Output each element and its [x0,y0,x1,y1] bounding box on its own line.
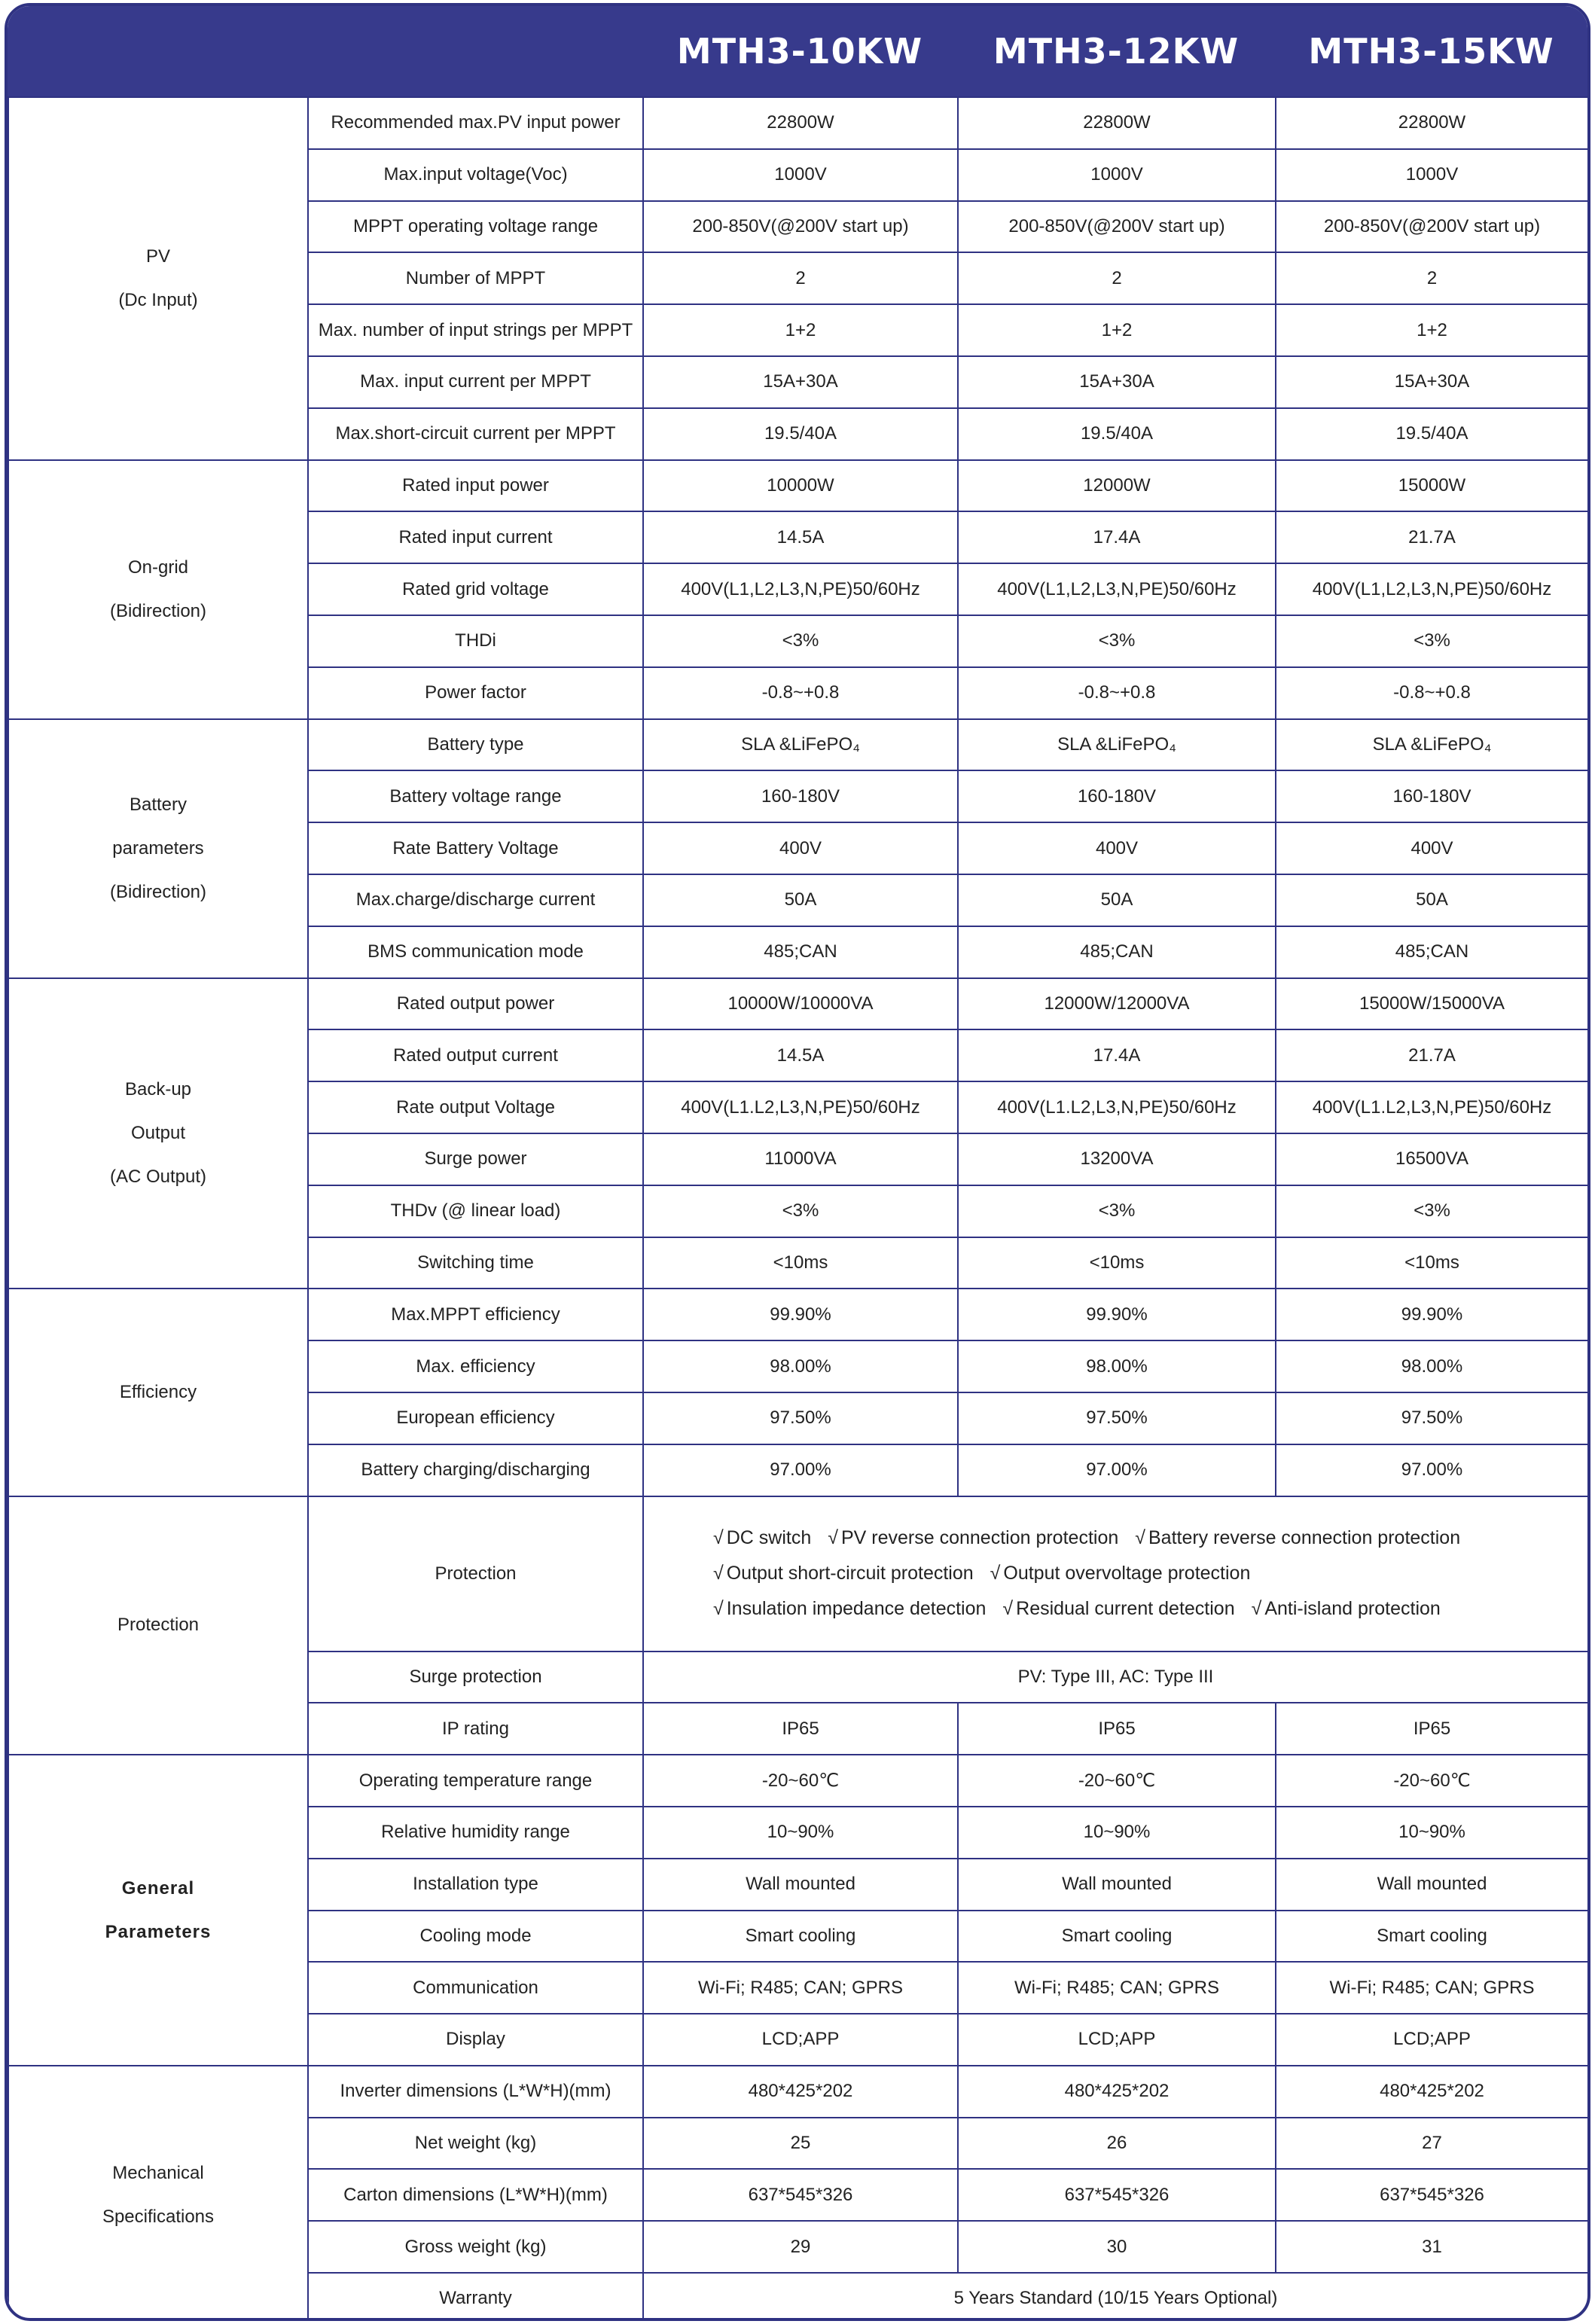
param-value: <10ms [958,1237,1276,1289]
param-label: Number of MPPT [308,252,643,304]
param-value: 400V [643,822,958,874]
param-label: Rated input current [308,511,643,563]
table-row [8,97,1588,149]
param-value: 16500VA [1276,1133,1588,1185]
param-value: -0.8~+0.8 [958,667,1276,719]
param-label: Power factor [308,667,643,719]
param-label: IP rating [308,1703,643,1755]
protection-item [713,1527,811,1548]
protection-item-text: Output short-circuit protection [726,1563,974,1584]
table-row [8,719,1588,771]
param-value: 485;CAN [1276,926,1588,978]
param-value: 98.00% [643,1340,958,1392]
section-title-line: (Bidirection) [109,881,207,902]
param-value: 485;CAN [958,926,1276,978]
param-value: 5 Years Standard (10/15 Years Optional) [643,2273,1588,2321]
param-label: Rated input power [308,460,643,512]
param-value: 14.5A [643,511,958,563]
param-value: <10ms [1276,1237,1588,1289]
param-value: 27 [1276,2118,1588,2170]
table-header [8,6,1587,96]
param-value: -20~60℃ [1276,1755,1588,1807]
protection-item-text: Insulation impedance detection [726,1598,987,1620]
param-value: 29 [643,2221,958,2273]
section-title-line: Specifications [102,2206,215,2227]
param-value: 97.00% [958,1444,1276,1496]
param-value: 15000W [1276,460,1588,512]
param-value: 22800W [643,97,958,149]
param-label: Inverter dimensions (L*W*H)(mm) [308,2066,643,2118]
table-row [8,1289,1588,1340]
param-value: 15A+30A [1276,356,1588,408]
section-title-line: Efficiency [119,1381,197,1402]
param-value: -20~60℃ [643,1755,958,1807]
protection-item [828,1527,1118,1548]
param-value: 17.4A [958,1029,1276,1081]
param-value: SLA &LiFePO₄ [1276,719,1588,771]
param-label: MPPT operating voltage range [308,201,643,253]
param-value: 22800W [1276,97,1588,149]
param-value: LCD;APP [1276,2014,1588,2066]
param-label: BMS communication mode [308,926,643,978]
param-value: <3% [1276,1185,1588,1237]
param-value: 400V(L1.L2,L3,N,PE)50/60Hz [958,1081,1276,1133]
param-label: Operating temperature range [308,1755,643,1807]
param-label: Warranty [308,2273,643,2321]
param-label: Switching time [308,1237,643,1289]
param-value: 98.00% [1276,1340,1588,1392]
param-value: 97.50% [643,1392,958,1444]
param-value: 400V(L1.L2,L3,N,PE)50/60Hz [1276,1081,1588,1133]
section-title-line: (Bidirection) [109,600,207,621]
protection-item-text: PV reverse connection protection [840,1527,1119,1549]
param-value: 98.00% [958,1340,1276,1392]
param-label: Rated output current [308,1029,643,1081]
table-row [8,1755,1588,1807]
param-value: <3% [643,615,958,667]
protection-item-text: Output overvoltage protection [1003,1563,1251,1584]
param-value: 400V(L1,L2,L3,N,PE)50/60Hz [958,563,1276,615]
param-value: 30 [958,2221,1276,2273]
table-row [8,978,1588,1030]
section-title-line: General [121,1877,195,1899]
param-value: 50A [958,874,1276,926]
param-value: 19.5/40A [958,408,1276,460]
param-value: LCD;APP [958,2014,1276,2066]
param-value: SLA &LiFePO₄ [643,719,958,771]
param-label: Rate Battery Voltage [308,822,643,874]
param-value: 97.00% [1276,1444,1588,1496]
param-value: 480*425*202 [958,2066,1276,2118]
param-label: Cooling mode [308,1911,643,1963]
param-value: LCD;APP [643,2014,958,2066]
param-label: THDi [308,615,643,667]
protection-line [713,1591,1587,1627]
param-value: 1000V [958,149,1276,201]
section-title-line: Output [130,1122,186,1143]
param-label: Relative humidity range [308,1807,643,1859]
param-label: Max. number of input strings per MPPT [308,304,643,356]
param-value: 200-850V(@200V start up) [1276,201,1588,253]
section-title-mechanical [8,2066,308,2321]
param-value: Wall mounted [958,1859,1276,1911]
protection-line [713,1520,1587,1556]
param-value: 17.4A [958,511,1276,563]
param-value: 12000W [958,460,1276,512]
param-label: Protection [308,1496,643,1652]
param-value: 637*545*326 [958,2169,1276,2221]
param-value: <3% [643,1185,958,1237]
param-label: Carton dimensions (L*W*H)(mm) [308,2169,643,2221]
param-label: Max. input current per MPPT [308,356,643,408]
param-value: IP65 [1276,1703,1588,1755]
param-value: 19.5/40A [643,408,958,460]
param-value: <3% [958,1185,1276,1237]
param-label: Rated grid voltage [308,563,643,615]
protection-item-text: Anti-island protection [1264,1598,1441,1620]
param-value: 400V [958,822,1276,874]
param-label: Gross weight (kg) [308,2221,643,2273]
param-label: Communication [308,1962,643,2014]
spec-sheet [5,3,1590,2321]
param-value: IP65 [643,1703,958,1755]
param-value: 99.90% [643,1289,958,1340]
param-value: 1+2 [958,304,1276,356]
param-value: 31 [1276,2221,1588,2273]
protection-line [713,1556,1587,1591]
check-icon: √ [1002,1598,1014,1620]
param-label: Surge power [308,1133,643,1185]
model-header-15kw: MTH3-15KW [1308,31,1554,72]
protection-item [1252,1598,1441,1619]
param-value: 637*545*326 [1276,2169,1588,2221]
param-value: 97.50% [958,1392,1276,1444]
param-value: 480*425*202 [643,2066,958,2118]
param-value: 637*545*326 [643,2169,958,2221]
param-value: Wi-Fi; R485; CAN; GPRS [643,1962,958,2014]
section-title-line: Parameters [105,1921,212,1942]
param-value: 26 [958,2118,1276,2170]
param-value: 50A [1276,874,1588,926]
section-title-line: PV [145,246,170,267]
section-title-line: (AC Output) [109,1166,207,1187]
param-value: 1000V [1276,149,1588,201]
param-value: 10000W/10000VA [643,978,958,1030]
section-title-general [8,1755,308,2066]
protection-item [713,1563,974,1584]
protection-features [643,1496,1588,1652]
param-label: Rated output power [308,978,643,1030]
param-value: Wi-Fi; R485; CAN; GPRS [1276,1962,1588,2014]
param-label: Display [308,2014,643,2066]
param-value: <10ms [643,1237,958,1289]
param-value: 15000W/15000VA [1276,978,1588,1030]
check-icon: √ [990,1563,1001,1584]
param-label: European efficiency [308,1392,643,1444]
param-label: Max.MPPT efficiency [308,1289,643,1340]
param-value: 14.5A [643,1029,958,1081]
section-title-line: parameters [112,837,204,859]
section-title-line: Mechanical [112,2162,204,2183]
protection-item-text: Residual current detection [1016,1598,1235,1620]
param-label: Max. efficiency [308,1340,643,1392]
section-title-line: Battery [129,794,188,815]
param-label: Rate output Voltage [308,1081,643,1133]
param-value: 11000VA [643,1133,958,1185]
param-value: -0.8~+0.8 [643,667,958,719]
section-title-line: (Dc Input) [118,289,198,310]
param-value: 400V [1276,822,1588,874]
section-title-line: Protection [117,1615,200,1636]
param-value: 15A+30A [958,356,1276,408]
param-value: <3% [958,615,1276,667]
param-value: 485;CAN [643,926,958,978]
model-header-12kw: MTH3-12KW [993,31,1240,72]
param-value: 97.00% [643,1444,958,1496]
protection-item [713,1598,986,1619]
param-value: 10000W [643,460,958,512]
param-value: 160-180V [643,770,958,822]
table-row [8,1496,1588,1652]
param-value: 1+2 [1276,304,1588,356]
section-title-efficiency [8,1289,308,1496]
section-title-protection [8,1496,308,1755]
param-label: Recommended max.PV input power [308,97,643,149]
check-icon: √ [713,1598,724,1620]
param-value: -20~60℃ [958,1755,1276,1807]
section-title-battery [8,719,308,978]
param-value: 15A+30A [643,356,958,408]
param-value: SLA &LiFePO₄ [958,719,1276,771]
check-icon: √ [1135,1527,1145,1549]
param-value: 480*425*202 [1276,2066,1588,2118]
param-value: 50A [643,874,958,926]
param-value: Wall mounted [643,1859,958,1911]
param-label: Surge protection [308,1652,643,1703]
param-value: 99.90% [1276,1289,1588,1340]
section-title-line: Back-up [124,1078,192,1099]
param-value: 21.7A [1276,511,1588,563]
check-icon: √ [828,1527,838,1549]
param-value: 2 [1276,252,1588,304]
param-value: Wall mounted [1276,1859,1588,1911]
protection-item-text: DC switch [726,1527,812,1549]
param-value: 200-850V(@200V start up) [643,201,958,253]
param-value: 19.5/40A [1276,408,1588,460]
param-value: 10~90% [643,1807,958,1859]
param-label: Battery charging/discharging [308,1444,643,1496]
param-value: Smart cooling [1276,1911,1588,1963]
param-value: 200-850V(@200V start up) [958,201,1276,253]
model-header-10kw: MTH3-10KW [676,31,923,72]
param-value: 12000W/12000VA [958,978,1276,1030]
check-icon: √ [1251,1598,1262,1620]
section-title-pv [8,97,308,460]
param-value: 160-180V [958,770,1276,822]
param-value: 97.50% [1276,1392,1588,1444]
param-value: 21.7A [1276,1029,1588,1081]
param-value: Smart cooling [958,1911,1276,1963]
spec-table [8,96,1589,2321]
param-value: PV: Type III, AC: Type III [643,1652,1588,1703]
param-value: Smart cooling [643,1911,958,1963]
param-value: Wi-Fi; R485; CAN; GPRS [958,1962,1276,2014]
param-label: Battery type [308,719,643,771]
param-label: Max.input voltage(Voc) [308,149,643,201]
param-value: 400V(L1,L2,L3,N,PE)50/60Hz [643,563,958,615]
param-value: 99.90% [958,1289,1276,1340]
param-value: 25 [643,2118,958,2170]
section-title-backup [8,978,308,1289]
protection-item-text: Battery reverse connection protection [1148,1527,1461,1549]
protection-item [1002,1598,1234,1619]
param-value: 1+2 [643,304,958,356]
table-row [8,460,1588,512]
param-value: 22800W [958,97,1276,149]
section-title-ongrid [8,460,308,719]
param-value: 10~90% [958,1807,1276,1859]
param-label: Max.charge/discharge current [308,874,643,926]
section-title-line: On-grid [127,557,189,578]
param-value: 160-180V [1276,770,1588,822]
param-value: -0.8~+0.8 [1276,667,1588,719]
param-value: 400V(L1.L2,L3,N,PE)50/60Hz [643,1081,958,1133]
table-row [8,2066,1588,2118]
param-value: 400V(L1,L2,L3,N,PE)50/60Hz [1276,563,1588,615]
param-label: Max.short-circuit current per MPPT [308,408,643,460]
param-value: <3% [1276,615,1588,667]
protection-item [1135,1527,1460,1548]
param-value: 1000V [643,149,958,201]
param-label: Battery voltage range [308,770,643,822]
param-value: 2 [643,252,958,304]
check-icon: √ [713,1527,724,1549]
param-label: THDv (@ linear load) [308,1185,643,1237]
param-value: 13200VA [958,1133,1276,1185]
param-label: Installation type [308,1859,643,1911]
param-value: 2 [958,252,1276,304]
check-icon: √ [713,1563,724,1584]
param-label: Net weight (kg) [308,2118,643,2170]
param-value: 10~90% [1276,1807,1588,1859]
param-value: IP65 [958,1703,1276,1755]
protection-item [990,1563,1251,1584]
